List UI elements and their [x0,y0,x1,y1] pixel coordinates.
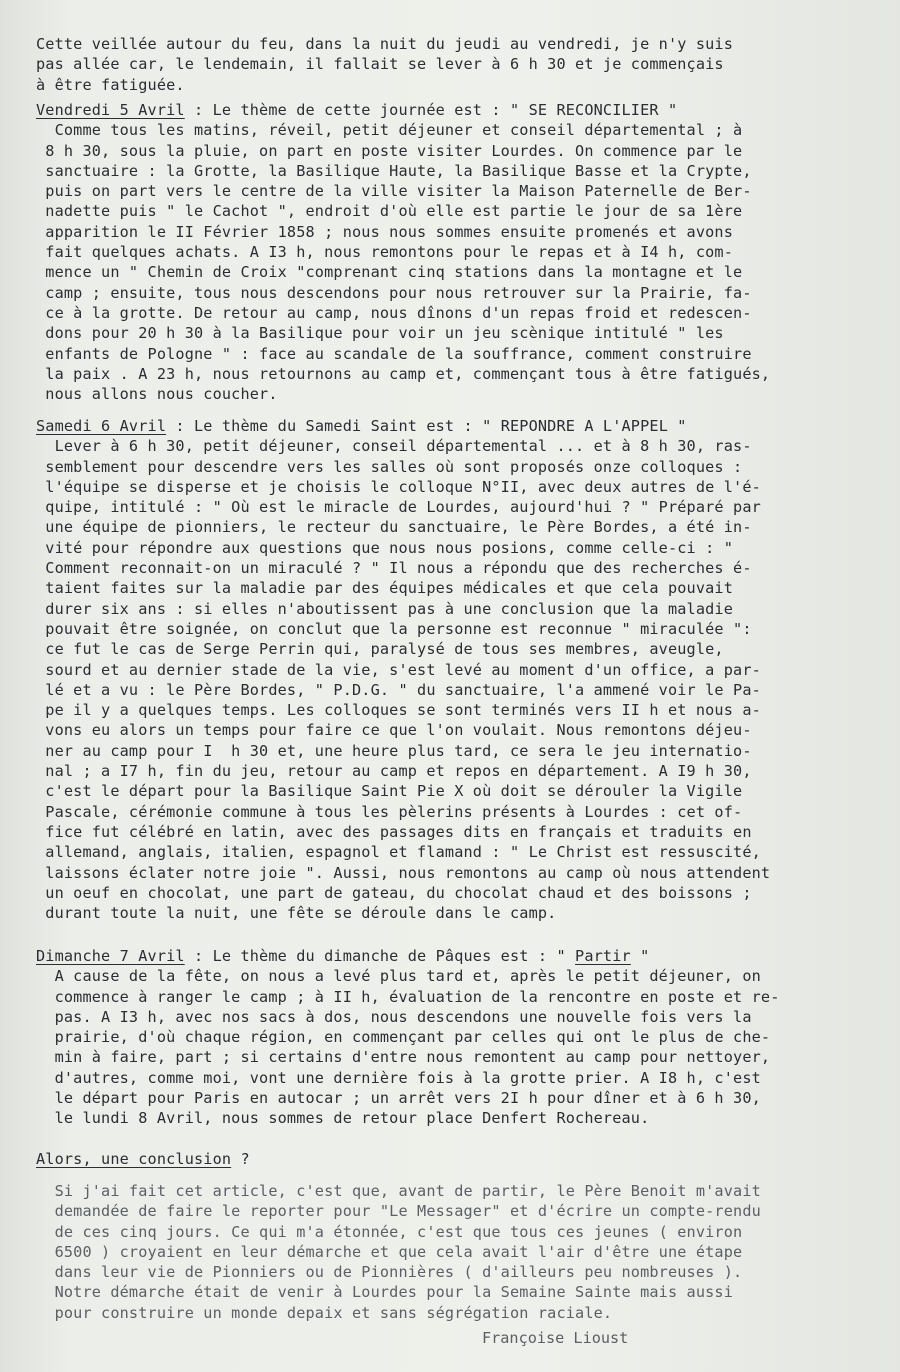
theme-word-partir: Partir [575,947,631,965]
text-line: taient faites sur la maladie par des équipes médicales et que cela pouvait [36,579,734,598]
theme-text: : Le thème de cette journée est : " SE RECONCILIER " [184,101,678,119]
text-line: fice fut célébré en latin, avec des passages dits en français et traduits en [36,822,752,841]
text-line: une équipe de pionniers, le recteur du sanctuaire, le Père Bordes, a été in- [36,518,752,537]
paragraph-conclusion [36,1181,888,1323]
text-line: vons eu alors un temps pour faire ce que l'on voulait. Nous remontons déjeu- [36,721,752,740]
conclusion-heading [36,1149,888,1169]
text-line: Comme tous les matins, réveil, petit déjeuner et conseil départemental ; à [36,121,743,140]
text-line: pe il y a quelques temps. Les colloques se sont terminés vers II h et nous a- [36,701,761,720]
text-line: sourd et au dernier stade de la vie, s'est levé au moment d'un office, a par- [36,660,761,679]
paragraph-samedi [36,416,888,923]
section-heading-line [36,416,888,436]
text-line: nal ; a I7 h, fin du jeu, retour au camp et repos en département. A I9 h 30, [36,762,752,781]
text-line: Si j'ai fait cet article, c'est que, avant de partir, le Père Benoit m'avait [36,1182,761,1200]
paragraph-vendredi [36,100,888,404]
text-line: fait quelques achats. A I3 h, nous remontons pour le repas et à I4 h, com- [36,243,734,262]
text-line: ce à la grotte. De retour au camp, nous dînons d'un repas froid et redescen- [36,303,752,322]
text-line: prairie, d'où chaque région, en commençant par celles qui ont le plus de che- [36,1028,771,1047]
text-line: puis on part vers le centre de la ville visiter la Maison Paternelle de Ber- [36,182,752,201]
text-line: semblement pour descendre vers les salles où sont proposés onze colloques : [36,457,743,476]
text-line: Cette veillée autour du feu, dans la nuit du jeudi au vendredi, je n'y suis [36,35,734,53]
text-line: le lundi 8 Avril, nous sommes de retour place Denfert Rochereau. [36,1109,650,1128]
section-heading-line [36,946,888,966]
day-heading-samedi: Samedi 6 Avril [36,417,167,435]
day-heading-dimanche: Dimanche 7 Avril [36,947,185,965]
day-heading-vendredi: Vendredi 5 Avril [36,101,185,119]
text-line: dans leur vie de Pionniers ou de Pionnières ( d'ailleurs peu nombreuses ). [36,1263,743,1282]
conclusion-title-tail: ? [231,1150,250,1168]
text-line: nous allons nous coucher. [36,385,278,404]
text-line: pouvait être soignée, on conclut que la personne est reconnue " miraculée ": [36,619,752,638]
theme-text-end: " [630,947,650,965]
text-line: laissons éclater notre joie ". Aussi, nous remontons au camp où nous attendent [36,863,771,882]
text-line: l'équipe se disperse et je choisis le colloque N°II, avec deux autres de l'é- [36,477,761,496]
theme-text: : Le thème du dimanche de Pâques est : " [184,947,576,965]
conclusion-title: Alors, une conclusion [36,1150,232,1168]
text-line: demandée de faire le reporter pour "Le Messager" et d'écrire un compte-rendu [36,1202,761,1221]
text-line: A cause de la fête, on nous a levé plus tard et, après le petit déjeuner, on [36,967,761,986]
text-line: camp ; ensuite, tous nous descendons pour nous retrouver sur la Prairie, fa- [36,283,752,302]
text-line: durer six ans : si elles n'aboutissent pas à une conclusion que la maladie [36,599,734,618]
text-line: la paix . A 23 h, nous retournons au camp et, commençant tous à être fatigués, [36,364,771,383]
text-line: pour construire un monde depaix et sans ségrégation raciale. [36,1303,613,1322]
text-line: vité pour répondre aux questions que nous nous posions, comme celle-ci : " [36,538,734,557]
text-line: sanctuaire : la Grotte, la Basilique Haute, la Basilique Basse et la Crypte, [36,161,752,180]
theme-text: : Le thème du Samedi Saint est : " REPONDRE A L'APPEL " [166,417,687,435]
text-line: pas allée car, le lendemain, il fallait se lever à 6 h 30 et je commençais [36,55,724,74]
text-line: Notre démarche était de venir à Lourdes pour la Semaine Sainte mais aussi [36,1283,734,1302]
text-line: Comment reconnait-on un miraculé ? " Il nous a répondu que des recherches é- [36,559,752,578]
text-line: commence à ranger le camp ; à II h, évaluation de la rencontre en poste et re- [36,987,780,1006]
text-line: nadette puis " le Cachot ", endroit d'où elle est partie le jour de sa 1ère [36,202,743,221]
text-line: enfants de Pologne " : face au scandale de la souffrance, comment construire [36,344,752,363]
text-line: lé et a vu : le Père Bordes, " P.D.G. " du sanctuaire, l'a ammené voir le Pa- [36,680,761,699]
text-line: ner au camp pour I h 30 et, une heure plus tard, ce sera le jeu internatio- [36,741,752,760]
text-line: pas. A I3 h, avec nos sacs à dos, nous descendons une nouvelle fois vers la [36,1007,752,1026]
text-line: Lever à 6 h 30, petit déjeuner, conseil départemental ... et à 8 h 30, ras- [36,437,752,456]
section-heading-line [36,100,888,120]
text-line: à être fatiguée. [36,75,185,94]
text-line: un oeuf en chocolat, une part de gateau, du chocolat chaud et des boissons ; [36,883,752,902]
text-line: dons pour 20 h 30 à la Basilique pour voir un jeu scènique intitulé " les [36,324,724,343]
text-line: quipe, intitulé : " Où est le miracle de Lourdes, aujourd'hui ? " Préparé par [36,498,761,517]
text-line: de ces cinq jours. Ce qui m'a étonnée, c'est que tous ces jeunes ( environ [36,1222,743,1241]
paragraph-dimanche [36,946,888,1129]
text-line: apparition le II Février 1858 ; nous nous sommes ensuite promenés et avons [36,222,734,241]
text-line: c'est le départ pour la Basilique Saint Pie X où doit se dérouler la Vigile [36,782,743,801]
text-line: le départ pour Paris en autocar ; un arrêt vers 2I h pour dîner et à 6 h 30, [36,1089,761,1108]
heading-line [36,1149,888,1169]
signature: Françoise Lioust [482,1329,629,1347]
text-line: min à faire, part ; si certains d'entre nous remontent au camp pour nettoyer, [36,1048,771,1067]
text-line: Pascale, cérémonie commune à tous les pèlerins présents à Lourdes : cet of- [36,802,743,821]
text-line: 8 h 30, sous la pluie, on part en poste visiter Lourdes. On commence par le [36,141,743,160]
text-line: d'autres, comme moi, vont une dernière fois à la grotte prier. A I8 h, c'est [36,1068,761,1087]
text-line: 6500 ) croyaient en leur démarche et que cela avait l'air d'être une étape [36,1242,743,1261]
text-line: ce fut le cas de Serge Perrin qui, paralysé de tous ses membres, aveugle, [36,640,724,659]
paragraph-veillee [36,34,888,95]
text-line: mence un " Chemin de Croix "comprenant cinq stations dans la montagne et le [36,263,743,282]
text-line: durant toute la nuit, une fête se déroule dans le camp. [36,904,557,923]
text-line: allemand, anglais, italien, espagnol et flamand : " Le Christ est ressuscité, [36,843,761,862]
